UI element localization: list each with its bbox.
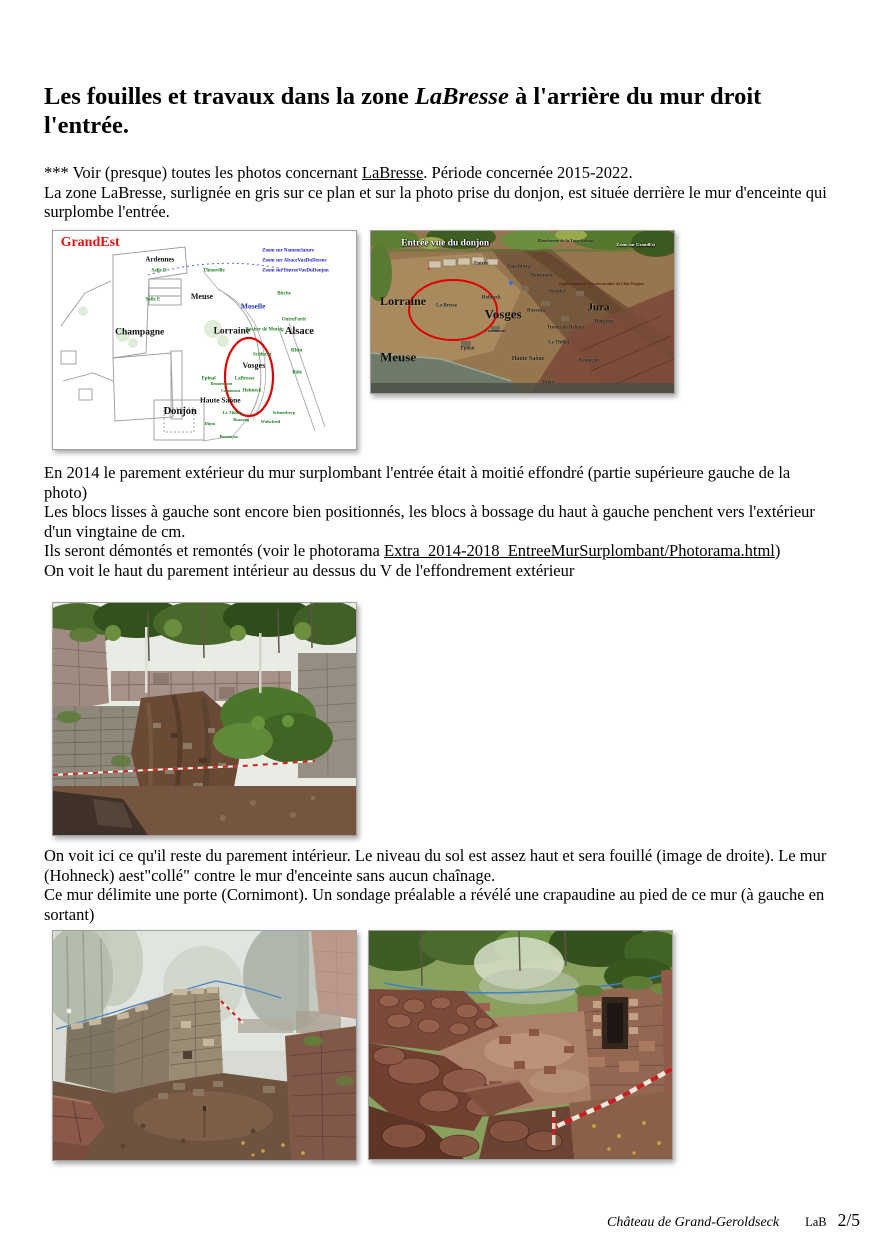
map-place-label-8: Bâle — [292, 370, 302, 376]
map-place-label-9: Epinal — [201, 376, 216, 382]
donjon-place-label-11: Le Thillot — [548, 340, 570, 346]
map-place-label-17: Walscheid — [260, 418, 281, 424]
donjon-place-label-13: Haute Saône — [511, 355, 545, 362]
intro-line-1 — [44, 163, 834, 183]
para2-s3 — [44, 541, 834, 561]
collapsed-wall-photo — [53, 603, 356, 835]
donjon-note-label-0: emplacement de l'ancien escalier du Club Vosgien — [558, 281, 644, 287]
title-pre: Les fouilles et travaux dans la zone — [44, 83, 415, 111]
donjon-place-label-12: Epinal — [460, 346, 475, 352]
map-place-label-6: Rhin — [290, 347, 303, 354]
map-place-label-11: Remiremont — [210, 381, 233, 387]
donjon-place-label-4: Moutier — [548, 289, 566, 295]
donjon-zoom-link-0[interactable]: Zoom sur GrandEst — [616, 241, 656, 247]
page-title — [44, 82, 844, 140]
map-region-label-4: Alsace — [284, 326, 314, 338]
map-place-label-16: Schneeberg — [272, 410, 295, 416]
donjon-place-label-14: Besançon — [578, 358, 599, 364]
para2-s2: Les blocs lisses à gauche sont encore bien positionnés, les blocs à bossage du haut à gauche penchent vers l'extérieur d'un vingtaine de cm. — [44, 502, 815, 541]
map-zoom-link-2[interactable]: Zoom sur EntreeVueDuDonjon — [262, 268, 329, 274]
footer-doc-code: LaB — [805, 1215, 827, 1229]
map-place-label-5: Rocher de Mutzig — [245, 327, 284, 333]
map-place-label-12: Cornimont — [221, 387, 241, 393]
body-paragraph-2 — [44, 463, 834, 580]
intro-line1-pre: *** Voir (presque) toutes les photos concernant — [44, 163, 362, 182]
map-place-label-7: Schlucht — [252, 352, 272, 358]
donjon-place-label-1: Entrée — [474, 261, 489, 267]
footer-page-number: 2/5 — [837, 1210, 860, 1230]
para3-s1: On voit ici ce qu'il reste du parement intérieur. Le niveau du sol est assez haut et sera fouillé (image de droite). Le mur (Hohneck) aest"collé" contre le mur d'enceinte sans aucun chaînage. — [44, 846, 827, 885]
donjon-title-0: Entrée vue du donjon — [401, 238, 490, 249]
donjon-place-label-8: Morgeau — [593, 319, 614, 325]
title-post: à l'arrière du mur droit l'entrée. — [44, 83, 762, 140]
intro-line-2: La zone LaBresse, surlignée en gris sur ce plan et sur la photo prise du donjon, est située derrière le mur d'enceinte qui surplombe l'entrée. — [44, 182, 827, 221]
map-region-label-0: Ardennes — [145, 255, 175, 264]
fog-photo-figure — [52, 930, 357, 1161]
red-rubble-photo — [369, 931, 672, 1159]
donjon-place-label-2: Vogelsberg — [507, 264, 531, 270]
intro-paragraph — [44, 163, 834, 222]
map-region-label-3: Lorraine — [213, 325, 250, 336]
donjon-region-label-3: Meuse — [380, 349, 417, 365]
para2-s4: On voit le haut du parement intérieur au dessus du V de l'effondrement extérieur — [44, 560, 575, 580]
collapse-photo-figure — [52, 602, 357, 836]
para2-s3-pre: Ils seront démontés et remontés (voir le photorama — [44, 541, 384, 560]
body-paragraph-3 — [44, 846, 834, 924]
map-region-label-6: Haute Saône — [199, 395, 241, 405]
map-zoom-link-0[interactable]: Zoom sur Nomenclature — [262, 248, 315, 254]
map-region-label-5: Vosges — [242, 361, 266, 371]
donjon-place-label-9: Trouée de Belfort — [546, 325, 585, 331]
para3-s2: Ce mur délimite une porte (Cornimont). Un sondage préalable a révélé une crapaudine au pied de ce mur (à gauche en sortant) — [44, 885, 825, 924]
map-place-label-19: Besançon — [219, 434, 238, 440]
map-place-label-3: Bitche — [277, 291, 291, 297]
donjon-place-label-3: Halenmatt — [530, 273, 553, 279]
para2-s1: En 2014 le parement extérieur du mur surplombant l'entrée était à moitié effondré (partie supérieure gauche de la photo) — [44, 463, 791, 502]
footer-site-name: Château de Grand-Geroldseck — [606, 1215, 780, 1230]
map-place-label-14: Le Thillot — [222, 410, 242, 416]
map-region-label-7: Donjon — [163, 405, 197, 417]
donjon-place-label-15: Dijon — [542, 380, 555, 386]
donjon-place-label-0: Plateforme de la Tour-balcon — [537, 237, 594, 243]
photorama-link[interactable]: Extra_2014-2018_EntreeMurSurplombant/Photorama.html — [384, 541, 775, 560]
donjon-place-label-6: La Bresse — [436, 303, 458, 309]
donjon-region-label-2: Jura — [587, 301, 610, 314]
map-place-label-1: Thionville — [202, 268, 225, 274]
para2-s3-post: ) — [774, 541, 781, 560]
map-labels-layer — [53, 231, 356, 449]
donjon-labels-layer — [371, 231, 674, 393]
map-place-label-0: Salle D — [151, 268, 167, 274]
page-footer — [44, 1210, 860, 1231]
rubble-photo-figure — [368, 930, 673, 1160]
map-title-0: GrandEst — [60, 234, 120, 250]
map-place-label-2: Salle E — [145, 297, 161, 303]
map-zoom-link-1[interactable]: Zoom sur AlsaceVueDuDessus — [262, 258, 327, 264]
foggy-ruins-photo — [53, 931, 356, 1160]
donjon-place-label-7: Bussang — [527, 308, 545, 314]
labresse-link[interactable]: LaBresse — [361, 163, 424, 182]
map-place-label-4: OutreForêt — [281, 317, 307, 323]
donjon-place-label-10: Cornimont — [484, 328, 506, 334]
map-river-label-0: Moselle — [240, 300, 266, 310]
title-emphasis: LaBresse — [414, 83, 509, 111]
map-place-label-15: Bussang — [233, 416, 250, 422]
map-region-label-2: Champagne — [115, 327, 165, 338]
donjon-region-label-0: Lorraine — [380, 294, 427, 309]
intro-line1-post: . Période concernée 2015-2022. — [423, 163, 633, 182]
donjon-region-label-1: Vosges — [484, 306, 522, 322]
map-place-label-13: Hohneck — [242, 388, 262, 394]
donjon-place-label-5: Hohneck — [481, 295, 501, 301]
map-figure — [52, 230, 357, 450]
map-region-label-1: Meuse — [190, 292, 214, 302]
map-place-label-18: Dijon — [204, 420, 216, 426]
map-place-label-10: LaBresse — [234, 376, 255, 382]
donjon-view-figure — [370, 230, 675, 394]
